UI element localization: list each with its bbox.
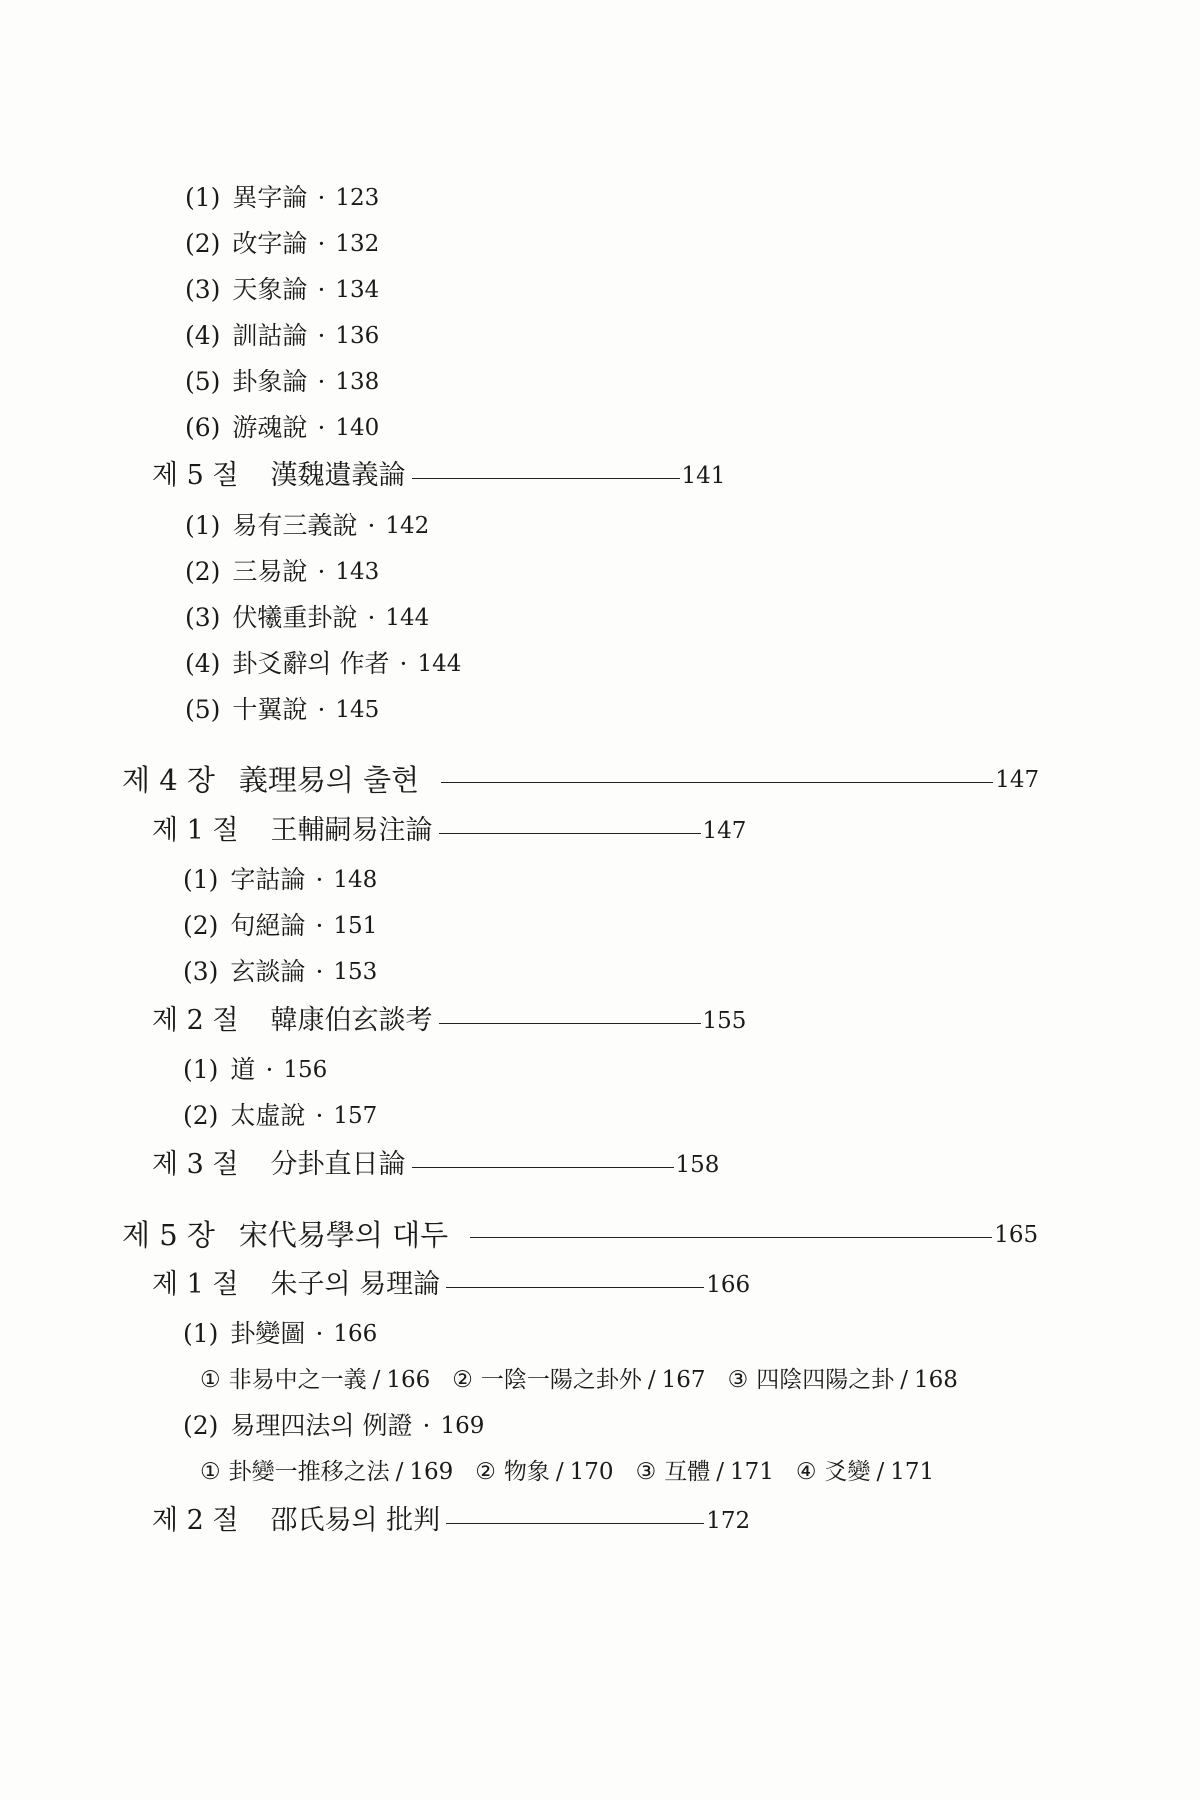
- sub-entry: [475, 1454, 613, 1490]
- separator-dot: ·: [315, 865, 324, 894]
- item-number: (2): [185, 557, 221, 586]
- separator-dot: ·: [317, 695, 326, 724]
- dot-leader: [446, 1523, 704, 1524]
- toc-item: [183, 1052, 327, 1088]
- toc-item: [183, 1098, 377, 1134]
- page-number: 132: [335, 231, 380, 257]
- toc-section: [152, 1267, 750, 1303]
- page-number: 169: [409, 1459, 454, 1485]
- page-number: 166: [333, 1321, 378, 1347]
- sub-entry-title: 互體: [664, 1459, 711, 1485]
- toc-item: [185, 364, 379, 400]
- item-title: 卦變圖: [230, 1319, 306, 1348]
- toc-subitems: [200, 1454, 956, 1490]
- item-number: (2): [183, 1101, 219, 1130]
- toc-item: [183, 908, 377, 944]
- section-title: 王輔嗣易注論: [270, 815, 433, 846]
- section-title: 韓康伯玄談考: [270, 1005, 433, 1036]
- page-number: 134: [335, 277, 380, 303]
- page-number: 171: [890, 1459, 935, 1485]
- item-number: (6): [185, 413, 221, 442]
- item-title: 易理四法의 例證: [230, 1411, 413, 1440]
- chapter-label: 제 4 장: [122, 763, 215, 797]
- dot-leader: [412, 1167, 674, 1168]
- toc-item: [185, 692, 379, 728]
- section-label: 제 3 절: [152, 1149, 239, 1180]
- page-number: 141: [681, 463, 726, 489]
- toc-item: [183, 862, 377, 898]
- toc-item: [185, 226, 379, 262]
- item-number: (2): [183, 1411, 219, 1440]
- separator-dot: ·: [317, 367, 326, 396]
- slash-separator: /: [716, 1459, 724, 1485]
- dot-leader: [412, 478, 680, 479]
- chapter-title: 義理易의 출현: [238, 763, 420, 797]
- separator-dot: ·: [315, 911, 324, 940]
- page-number: 145: [335, 697, 380, 723]
- toc-item: [183, 1408, 484, 1444]
- toc-item: [183, 1316, 377, 1352]
- chapter-label: 제 5 장: [122, 1218, 215, 1252]
- page-number: 165: [994, 1222, 1039, 1248]
- section-title: 漢魏遺義論: [270, 460, 406, 491]
- item-number: (1): [185, 183, 221, 212]
- item-number: (2): [183, 911, 219, 940]
- toc-chapter: [122, 1215, 1038, 1255]
- item-title: 異字論: [232, 183, 308, 212]
- dot-leader: [446, 1287, 704, 1288]
- page-number: 148: [333, 867, 378, 893]
- sub-entry-title: 爻變: [824, 1459, 871, 1485]
- item-number: (3): [185, 275, 221, 304]
- slash-separator: /: [555, 1459, 564, 1485]
- page-number: 123: [335, 185, 380, 211]
- toc-item: [185, 410, 379, 446]
- page-number: 168: [913, 1367, 958, 1393]
- toc-item: [183, 954, 377, 990]
- page-number: 138: [335, 369, 380, 395]
- section-label: 제 5 절: [152, 460, 239, 491]
- separator-dot: ·: [367, 511, 376, 540]
- sub-entry: [636, 1454, 774, 1490]
- item-title: 字詁論: [230, 865, 306, 894]
- circled-number: ④: [795, 1459, 817, 1485]
- item-number: (1): [185, 511, 221, 540]
- page-number: 169: [440, 1413, 485, 1439]
- item-title: 卦爻辭의 作者: [232, 649, 390, 678]
- circled-number: ①: [200, 1367, 221, 1393]
- dot-leader: [439, 1023, 701, 1024]
- page-number: 142: [385, 513, 430, 539]
- separator-dot: ·: [315, 1101, 324, 1130]
- page-number: 171: [729, 1459, 774, 1485]
- page-number: 156: [283, 1057, 328, 1083]
- separator-dot: ·: [317, 183, 326, 212]
- slash-separator: /: [876, 1459, 885, 1485]
- page-number: 144: [417, 651, 462, 677]
- item-number: (4): [185, 321, 221, 350]
- item-title: 訓詁論: [232, 321, 308, 350]
- section-label: 제 1 절: [152, 1269, 239, 1300]
- page-number: 157: [333, 1103, 378, 1129]
- item-title: 天象論: [232, 275, 308, 304]
- toc-section: [152, 813, 746, 849]
- slash-separator: /: [395, 1459, 404, 1485]
- separator-dot: ·: [317, 413, 326, 442]
- toc-item: [185, 600, 429, 636]
- section-title: 朱子의 易理論: [270, 1269, 441, 1300]
- item-title: 句絕論: [230, 911, 306, 940]
- sub-entry-title: 四陰四陽之卦: [756, 1367, 895, 1393]
- toc-section: [152, 1147, 719, 1183]
- toc-item: [185, 646, 461, 682]
- item-number: (1): [183, 1319, 219, 1348]
- circled-number: ②: [452, 1367, 473, 1393]
- page-number: 158: [675, 1152, 720, 1178]
- toc-item: [185, 508, 429, 544]
- page-number: 172: [706, 1508, 751, 1534]
- separator-dot: ·: [399, 649, 408, 678]
- page-number: 155: [702, 1008, 747, 1034]
- item-title: 伏犧重卦說: [232, 603, 358, 632]
- page-number: 143: [335, 559, 380, 585]
- sub-entry: [452, 1362, 705, 1398]
- sub-entry-title: 卦變一推移之法: [228, 1459, 390, 1485]
- page-number: 147: [702, 818, 747, 844]
- item-title: 太虛說: [230, 1101, 306, 1130]
- item-title: 游魂說: [232, 413, 308, 442]
- item-number: (1): [183, 865, 219, 894]
- slash-separator: /: [372, 1367, 381, 1393]
- slash-separator: /: [647, 1367, 656, 1393]
- slash-separator: /: [900, 1367, 908, 1393]
- toc-subitems: [200, 1362, 980, 1398]
- sub-entry: [728, 1362, 958, 1398]
- page-number: 166: [706, 1272, 751, 1298]
- item-title: 道: [230, 1055, 256, 1084]
- section-title: 分卦直日論: [270, 1149, 406, 1180]
- chapter-title: 宋代易學의 대두: [238, 1218, 449, 1252]
- item-title: 易有三義說: [232, 511, 358, 540]
- page-number: 153: [333, 959, 378, 985]
- page-number: 136: [335, 323, 380, 349]
- toc-chapter: [122, 760, 1039, 800]
- toc-section: [152, 1003, 746, 1039]
- page-number: 144: [385, 605, 430, 631]
- item-title: 改字論: [232, 229, 308, 258]
- sub-entry-title: 物象: [503, 1459, 550, 1485]
- sub-entry-title: 一陰一陽之卦外: [480, 1367, 642, 1393]
- dot-leader: [439, 833, 701, 834]
- page-number: 166: [386, 1367, 431, 1393]
- separator-dot: ·: [315, 957, 324, 986]
- page-number: 147: [995, 767, 1040, 793]
- item-number: (5): [185, 367, 221, 396]
- toc-item: [185, 554, 379, 590]
- item-title: 卦象論: [232, 367, 308, 396]
- item-number: (4): [185, 649, 221, 678]
- circled-number: ①: [200, 1459, 221, 1485]
- sub-entry-title: 非易中之一義: [228, 1367, 367, 1393]
- circled-number: ③: [635, 1459, 657, 1485]
- sub-entry: [200, 1362, 430, 1398]
- separator-dot: ·: [265, 1055, 274, 1084]
- item-number: (5): [185, 695, 221, 724]
- sub-entry: [796, 1454, 934, 1490]
- sub-entry: [200, 1454, 453, 1490]
- page-number: 140: [335, 415, 380, 441]
- separator-dot: ·: [317, 557, 326, 586]
- separator-dot: ·: [317, 229, 326, 258]
- page-number: 167: [661, 1367, 706, 1393]
- dot-leader: [470, 1237, 992, 1238]
- item-number: (2): [185, 229, 221, 258]
- item-title: 玄談論: [230, 957, 306, 986]
- section-title: 邵氏易의 批判: [270, 1505, 441, 1536]
- toc-section: [152, 458, 725, 494]
- section-label: 제 2 절: [152, 1005, 239, 1036]
- separator-dot: ·: [367, 603, 376, 632]
- item-title: 三易說: [232, 557, 308, 586]
- separator-dot: ·: [422, 1411, 431, 1440]
- item-number: (3): [185, 603, 221, 632]
- section-label: 제 1 절: [152, 815, 239, 846]
- toc-item: [185, 180, 379, 216]
- toc-item: [185, 272, 379, 308]
- toc-section: [152, 1503, 750, 1539]
- separator-dot: ·: [315, 1319, 324, 1348]
- page-number: 170: [569, 1459, 614, 1485]
- dot-leader: [441, 782, 993, 783]
- toc-item: [185, 318, 379, 354]
- item-number: (1): [183, 1055, 219, 1084]
- item-title: 十翼說: [232, 695, 308, 724]
- separator-dot: ·: [317, 321, 326, 350]
- circled-number: ②: [475, 1459, 496, 1485]
- page-number: 151: [333, 913, 378, 939]
- item-number: (3): [183, 957, 219, 986]
- circled-number: ③: [727, 1367, 749, 1393]
- section-label: 제 2 절: [152, 1505, 239, 1536]
- separator-dot: ·: [317, 275, 326, 304]
